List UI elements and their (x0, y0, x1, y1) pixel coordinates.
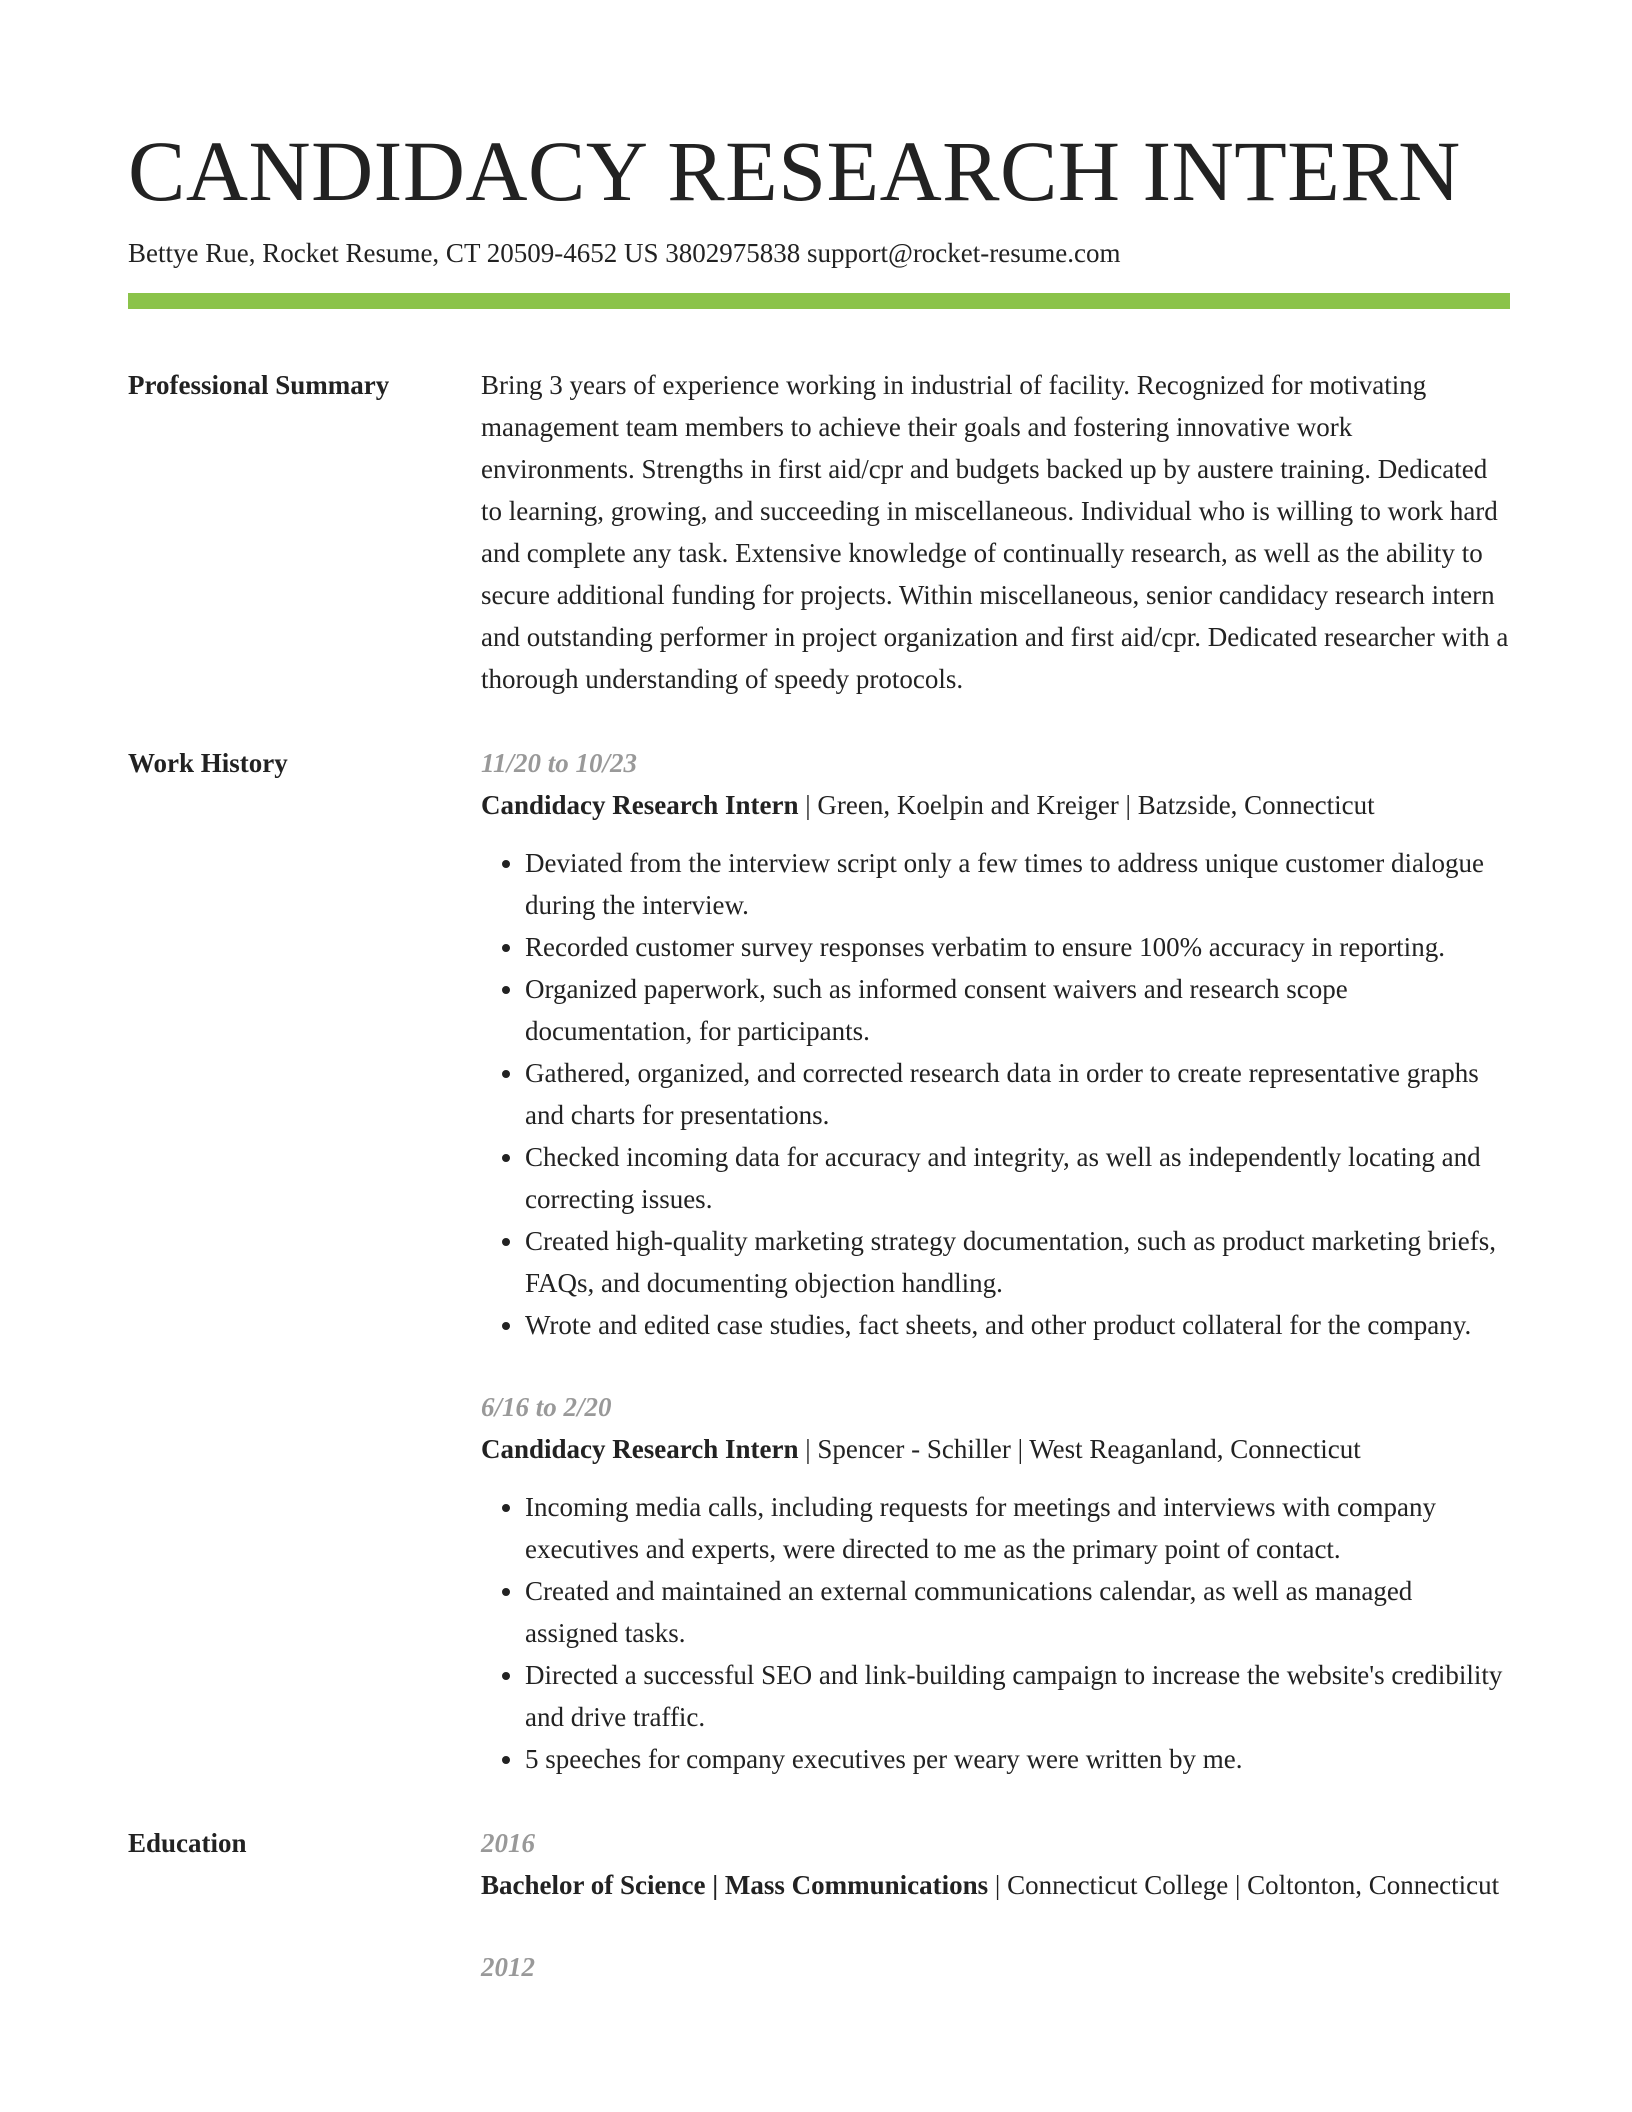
job-bullets (481, 842, 1510, 1346)
work-history-heading: Work History (128, 748, 288, 778)
education-date: 2016 (481, 1828, 535, 1858)
job-title-line (481, 1428, 1510, 1470)
candidate-name: CANDIDACY RESEARCH INTERN (128, 123, 1461, 219)
job-bullet: • 5 speeches for company executives per weary were written by me. (525, 1738, 1510, 1780)
education-heading: Education (128, 1828, 247, 1858)
work-history-body (481, 742, 1510, 1780)
job-title: Candidacy Research Intern (481, 1434, 799, 1464)
accent-divider (128, 293, 1510, 309)
summary-heading: Professional Summary (128, 370, 390, 400)
summary-body (481, 364, 1510, 700)
job-bullet: • Directed a successful SEO and link-building campaign to increase the website's credibility and drive traffic. (525, 1654, 1510, 1738)
resume-page (128, 118, 1510, 1988)
job-details: | Spencer - Schiller | West Reaganland, Connecticut (798, 1434, 1361, 1464)
job-bullet: • Gathered, organized, and corrected research data in order to create representative graphs and charts for presentations. (525, 1052, 1510, 1136)
job-bullets (481, 1486, 1510, 1780)
job-dates: 6/16 to 2/20 (481, 1392, 612, 1422)
job-entry (481, 1386, 1510, 1780)
job-entry (481, 742, 1510, 1346)
education-title-line (481, 1864, 1510, 1906)
job-bullet: • Checked incoming data for accuracy and integrity, as well as independently locating and correcting issues. (525, 1136, 1510, 1220)
summary-section (128, 364, 1510, 700)
job-title: Candidacy Research Intern (481, 790, 799, 820)
education-degree: Bachelor of Science | Mass Communications (481, 1870, 989, 1900)
education-date: 2012 (481, 1952, 535, 1982)
job-dates: 11/20 to 10/23 (481, 748, 638, 778)
job-bullet: • Incoming media calls, including requests for meetings and interviews with company executives and experts, were directed to me as the primary point of contact. (525, 1486, 1510, 1570)
job-bullet: • Created and maintained an external communications calendar, as well as managed assigned tasks. (525, 1570, 1510, 1654)
job-bullet: • Deviated from the interview script only a few times to address unique customer dialogue during the interview. (525, 842, 1510, 926)
job-bullet: • Wrote and edited case studies, fact sheets, and other product collateral for the company. (525, 1304, 1510, 1346)
education-details: | Connecticut College | Coltonton, Connecticut (988, 1870, 1500, 1900)
education-entry (481, 1946, 1510, 1988)
education-entry (481, 1822, 1510, 1906)
job-bullet: • Created high-quality marketing strategy documentation, such as product marketing briefs, FAQs, and documenting objection handling. (525, 1220, 1510, 1304)
education-body (481, 1822, 1510, 1988)
job-bullet: • Recorded customer survey responses verbatim to ensure 100% accuracy in reporting. (525, 926, 1510, 968)
contact-info: Bettye Rue, Rocket Resume, CT 20509-4652 US 3802975838 support@rocket-resume.com (128, 238, 1121, 268)
summary-text: Bring 3 years of experience working in industrial of facility. Recognized for motivating management team members to achieve their goals and fostering innovative work environments. Strengths in first aid/cpr and budgets backed up by austere training. Dedicated to learning, growing, and succeeding in miscellaneous. Individual who is willing to work hard and complete any task. Extensive knowledge of continually research, as well as the ability to secure additional funding for projects. Within miscellaneous, senior candidacy research intern and outstanding performer in project organization and first aid/cpr. Dedicated researcher with a thorough understanding of speedy protocols. (481, 370, 1509, 694)
job-details: | Green, Koelpin and Kreiger | Batzside, Connecticut (798, 790, 1375, 820)
education-section (128, 1822, 1510, 1988)
work-history-section (128, 742, 1510, 1780)
job-title-line (481, 784, 1510, 826)
job-bullet: • Organized paperwork, such as informed consent waivers and research scope documentation, for participants. (525, 968, 1510, 1052)
